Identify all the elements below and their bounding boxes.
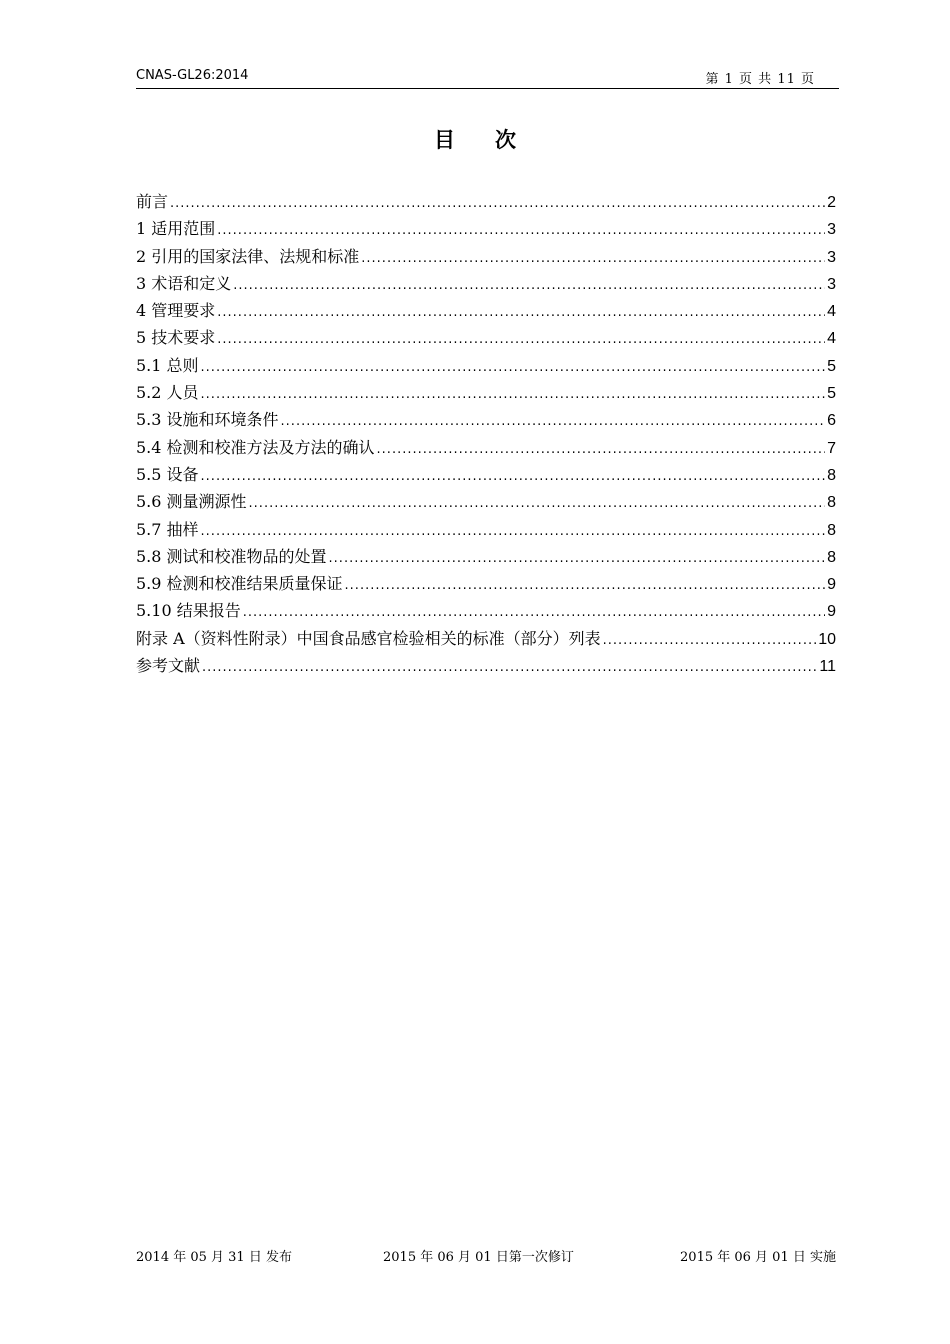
toc-entry-label: 5.10 结果报告 [136,601,241,621]
toc-entry-label: 5.8 测试和校准物品的处置 [136,546,327,566]
publish-date: 2014 年 05 月 31 日 发布 [136,1250,292,1265]
toc-entry-page: 4 [827,330,836,348]
toc-entry-label: 5.9 检测和校准结果质量保证 [136,574,343,594]
toc-entry-page: 10 [818,630,836,648]
toc-leader-dots [217,326,825,351]
toc-leader-dots [603,627,817,652]
table-of-contents [136,188,836,679]
toc-leader-dots [249,490,826,515]
toc-entry-page: 9 [827,576,836,594]
effective-date: 2015 年 06 月 01 日 实施 [680,1250,836,1265]
toc-entry-page: 3 [827,275,836,293]
toc-entry-5-6[interactable] [136,488,836,515]
toc-entry-label: 附录 A（资料性附录）中国食品感官检验相关的标准（部分）列表 [136,628,601,648]
toc-leader-dots [243,599,825,624]
toc-leader-dots [217,299,825,324]
toc-entry-label: 1 适用范围 [136,219,216,239]
toc-entry-1[interactable] [136,215,836,242]
toc-entry-5-2[interactable] [136,379,836,406]
toc-entry-5-7[interactable] [136,516,836,543]
toc-entry-label: 前言 [136,192,169,211]
toc-entry-5-1[interactable] [136,352,836,379]
toc-entry-5-4[interactable] [136,434,836,461]
toc-entry-references[interactable] [136,652,836,679]
toc-entry-page: 11 [819,658,836,676]
toc-leader-dots [170,190,825,215]
toc-entry-page: 8 [827,494,836,512]
toc-entry-5-8[interactable] [136,543,836,570]
toc-entry-page: 3 [827,248,836,266]
toc-entry-5-10[interactable] [136,597,836,624]
toc-entry-5-9[interactable] [136,570,836,597]
toc-entry-4[interactable] [136,297,836,324]
toc-leader-dots [202,654,817,679]
toc-entry-page: 2 [827,194,836,211]
revision-date: 2015 年 06 月 01 日第一次修订 [383,1250,574,1265]
toc-entry-5-3[interactable] [136,406,836,433]
toc-entry-label: 5.2 人员 [136,383,199,403]
toc-leader-dots [281,408,826,433]
toc-entry-5[interactable] [136,324,836,351]
page-number-info: 第 1 页 共 11 页 [705,72,815,87]
toc-entry-3[interactable] [136,270,836,297]
toc-entry-page: 7 [827,439,836,457]
toc-entry-label: 5.1 总则 [136,355,199,375]
toc-entry-label: 5 技术要求 [136,328,216,348]
toc-entry-appendix-a[interactable] [136,625,836,652]
toc-entry-page: 4 [827,303,836,321]
toc-leader-dots [345,572,826,597]
toc-leader-dots [377,436,826,461]
toc-entry-page: 5 [827,357,836,375]
toc-entry-page: 9 [827,603,836,621]
toc-entry-page: 8 [827,521,836,539]
toc-leader-dots [233,272,825,297]
page-header [136,66,839,89]
toc-entry-label: 5.6 测量溯源性 [136,492,247,512]
toc-entry-label: 5.7 抽样 [136,519,199,539]
toc-entry-page: 6 [827,412,836,430]
toc-entry-label: 5.4 检测和校准方法及方法的确认 [136,437,375,457]
toc-entry-page: 8 [827,466,836,484]
toc-entry-label: 3 术语和定义 [136,273,232,293]
toc-leader-dots [217,217,825,242]
toc-entry-2[interactable] [136,243,836,270]
toc-entry-label: 5.5 设备 [136,464,199,484]
toc-leader-dots [201,518,826,543]
page-title: 目次 [434,128,556,152]
toc-leader-dots [361,245,825,270]
toc-entry-page: 3 [827,221,836,239]
toc-entry-page: 5 [827,385,836,403]
toc-entry-label: 参考文献 [136,656,201,676]
toc-entry-5-5[interactable] [136,461,836,488]
toc-entry-page: 8 [827,548,836,566]
toc-entry-label: 5.3 设施和环境条件 [136,410,279,430]
toc-entry-preface[interactable] [136,188,836,215]
toc-leader-dots [201,381,826,406]
document-id: CNAS-GL26:2014 [136,68,249,83]
toc-leader-dots [201,463,826,488]
toc-leader-dots [201,354,826,379]
toc-entry-label: 2 引用的国家法律、法规和标准 [136,246,360,266]
toc-entry-label: 4 管理要求 [136,301,216,321]
toc-leader-dots [329,545,826,570]
